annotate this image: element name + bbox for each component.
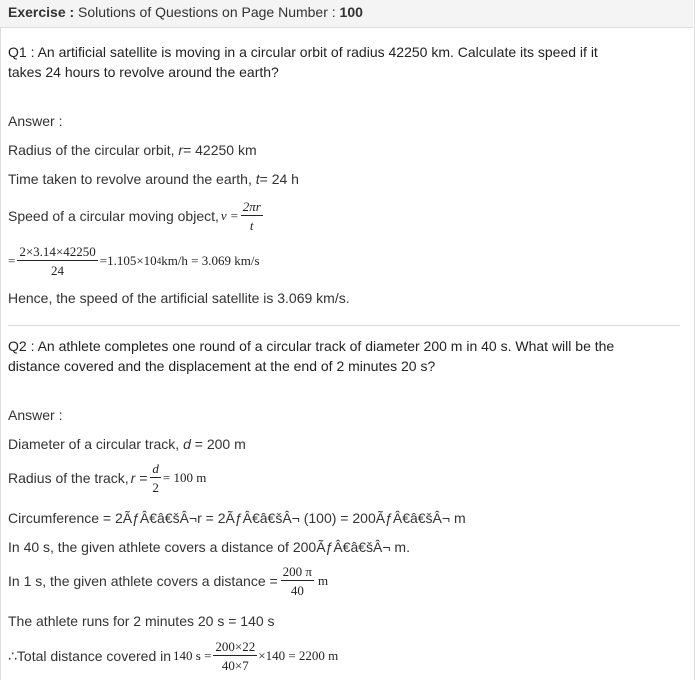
q2-in1-fraction — [281, 565, 314, 597]
q2-radius-lhs: r = — [130, 470, 148, 486]
q1-radius-text: Radius of the circular orbit, — [8, 142, 179, 158]
q1-calc-result: =1.105×10 — [99, 253, 157, 268]
q2-total-den: 40×7 — [221, 658, 249, 673]
q1-calc-fraction — [17, 245, 97, 277]
q2-runs: The athlete runs for 2 minutes 20 s = 140 s — [8, 613, 275, 629]
q1-radius — [8, 142, 257, 158]
q2-radius-num: d — [152, 461, 159, 476]
q2-circumference: Circumference = 2ÃƒÂ€â€šÂ¬r = 2ÃƒÂ€â€šÂ¬ (100) = 200ÃƒÂ€â€šÂ¬ m — [8, 510, 466, 526]
q1-question-line1 — [8, 42, 598, 62]
q2-total-text: Total distance covered in — [16, 648, 172, 664]
q1-speed-formula — [8, 200, 263, 232]
q2-diameter-val: = 200 m — [190, 436, 246, 452]
q1-calc-rest: km/h = 3.069 km/s — [161, 253, 260, 268]
q1-calc-eq: = — [8, 253, 16, 268]
q2-total — [8, 640, 338, 672]
q2-diameter-text: Diameter of a circular track, — [8, 436, 184, 452]
q1-time-var: t — [255, 171, 260, 187]
q2-total-rest: ×140 = 2200 m — [258, 648, 339, 663]
exercise-title: Solutions of Questions on Page Number : — [74, 4, 340, 20]
q1-number: Q1 : — [8, 44, 38, 60]
q1-calc-num: 2×3.14×42250 — [19, 244, 96, 259]
q2-in1-den: 40 — [290, 583, 304, 598]
q2-in1-text: In 1 s, the given athlete covers a distance = — [8, 573, 278, 589]
q2-diameter-var: d — [183, 436, 191, 452]
q2-in1-unit: m — [318, 573, 329, 588]
q1-conclusion: Hence, the speed of the artificial satellite is 3.069 km/s. — [8, 290, 350, 306]
q1-radius-val: = 42250 km — [183, 142, 257, 158]
q1-time-text: Time taken to revolve around the earth, — [8, 171, 256, 187]
q2-total-num: 200×22 — [215, 639, 256, 654]
q1-calculation — [8, 245, 260, 277]
q1-speed-lhs: v = — [220, 208, 239, 223]
q2-question-line1 — [8, 336, 614, 356]
exercise-header — [0, 0, 693, 28]
q1-speed-fraction — [241, 200, 263, 232]
q1-time-val: = 24 h — [259, 171, 299, 187]
q2-in40: In 40 s, the given athlete covers a distance of 200ÃƒÂ€â€šÂ¬ m. — [8, 539, 410, 555]
q1-radius-var: r — [178, 142, 184, 158]
exercise-label: Exercise : — [8, 4, 75, 20]
q2-radius-den: 2 — [152, 480, 159, 495]
q2-in1-num: 200 π — [282, 564, 312, 579]
q1-text-line2: takes 24 hours to revolve around the earth? — [8, 64, 279, 80]
q2-radius — [8, 462, 206, 494]
q2-in1 — [8, 565, 328, 597]
q1-calc-exp: 4 — [156, 256, 162, 266]
page-number: 100 — [339, 4, 363, 20]
q2-diameter — [8, 436, 246, 452]
q2-radius-val: = 100 m — [162, 470, 207, 485]
q2-number: Q2 : — [8, 338, 38, 354]
q2-total-fraction — [213, 640, 257, 672]
q1-calc-den: 24 — [51, 263, 65, 278]
q2-radius-fraction — [150, 462, 161, 494]
section-divider — [8, 325, 680, 326]
q2-text-line2: distance covered and the displacement at the end of 2 minutes 20 s? — [8, 358, 436, 374]
q2-answer-label: Answer : — [8, 407, 63, 423]
q1-time — [8, 171, 299, 187]
q2-total-expr: 140 s = — [173, 648, 212, 663]
q1-speed-den: t — [249, 218, 254, 233]
q1-speed-text: Speed of a circular moving object, — [8, 208, 219, 224]
q1-answer-label: Answer : — [8, 113, 63, 129]
q1-text-line1: An artificial satellite is moving in a circular orbit of radius 42250 km. Calculate its speed if it — [37, 44, 598, 60]
q2-therefore: ∴ — [8, 647, 17, 664]
q2-radius-text: Radius of the track, — [8, 470, 129, 486]
q1-speed-num: 2πr — [242, 199, 261, 214]
q2-text-line1: An athlete completes one round of a circular track of diameter 200 m in 40 s. What will be the — [37, 338, 615, 354]
